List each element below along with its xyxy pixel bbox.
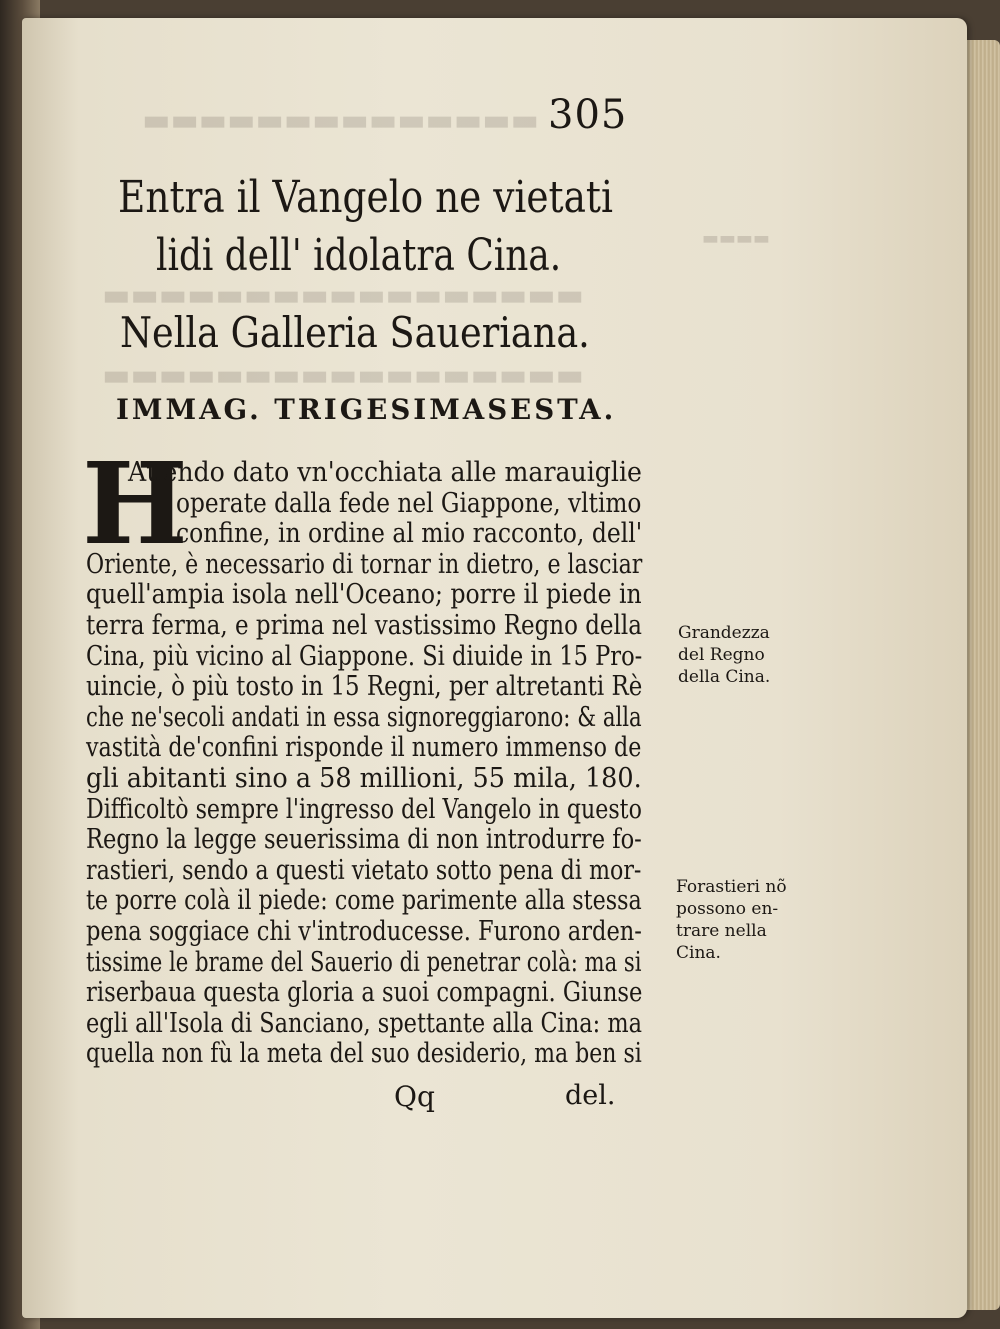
margin-note-line: della Cina. bbox=[678, 667, 771, 687]
body-line: operate dalla fede nel Giappone, vltimo bbox=[176, 487, 642, 519]
body-line: Cina, più vicino al Giappone. Si diuide in 15 Pro- bbox=[86, 640, 643, 672]
body-line: Regno la legge seuerissima di non introdurre fo- bbox=[86, 824, 642, 856]
body-line: tissime le brame del Sauerio di penetrar colà: ma si bbox=[86, 946, 642, 978]
chapter-title-line-2: lidi dell' idolatra Cina. bbox=[156, 230, 562, 281]
body-line: che ne'secoli andati in essa signoreggiarono: & alla bbox=[86, 701, 642, 733]
margin-note-line: trare nella bbox=[676, 921, 767, 941]
body-line: quell'ampia isola nell'Oceano; porre il piede in bbox=[86, 579, 642, 611]
show-through-block: ▬▬▬▬ bbox=[702, 228, 771, 249]
drop-cap: H bbox=[82, 439, 188, 570]
body-line: Oriente, è necessario di tornar in dietro, e lasciar bbox=[86, 548, 643, 580]
show-through-block: ▬▬▬▬▬▬▬▬▬▬▬▬▬▬▬▬▬ bbox=[102, 358, 584, 393]
show-through-block: ▬▬▬▬▬▬▬▬▬▬▬▬▬▬▬▬▬ bbox=[102, 278, 584, 313]
margin-note-line: possono en- bbox=[676, 899, 779, 919]
body-line: confine, in ordine al mio racconto, dell' bbox=[176, 518, 643, 550]
chapter-title-line-1: Entra il Vangelo ne vietati bbox=[118, 172, 613, 223]
margin-note-line: del Regno bbox=[678, 645, 765, 665]
body-line: gli abitanti sino a 58 millioni, 55 mila, 180. bbox=[86, 763, 642, 794]
body-line: riserbaua questa gloria a suoi compagni. Giunse bbox=[86, 977, 643, 1009]
body-line: te porre colà il piede: come parimente alla stessa bbox=[86, 885, 642, 917]
body-line: quella non fù la meta del suo desiderio, ma ben si bbox=[86, 1038, 642, 1070]
page-number: 305 bbox=[548, 92, 628, 138]
body-line: terra ferma, e prima nel vastissimo Regno della bbox=[86, 610, 642, 641]
catchword: del. bbox=[565, 1080, 616, 1111]
show-through-block: ▬▬▬▬▬▬▬▬▬▬▬▬▬▬ bbox=[142, 103, 539, 138]
signature-mark: Qq bbox=[394, 1080, 435, 1113]
body-line: egli all'Isola di Sanciano, spettante alla Cina: ma bbox=[86, 1007, 643, 1039]
margin-note-line: Grandezza bbox=[678, 623, 770, 643]
body-line: vastità de'confini risponde il numero immenso de bbox=[86, 732, 642, 764]
section-subtitle: Nella Galleria Saueriana. bbox=[120, 308, 590, 357]
body-line: rastieri, sendo a questi vietato sotto pena di mor- bbox=[86, 854, 642, 886]
margin-note-line: Cina. bbox=[676, 943, 721, 963]
image-label: IMMAG. TRIGESIMASESTA. bbox=[116, 393, 617, 426]
body-line: Difficoltò sempre l'ingresso del Vangelo in questo bbox=[86, 793, 642, 825]
body-line: Auendo dato vn'occhiata alle marauiglie bbox=[128, 457, 642, 488]
body-line: pena soggiace chi v'introducesse. Furono arden- bbox=[86, 916, 642, 947]
margin-note-line: Forastieri nõ bbox=[676, 877, 787, 897]
body-line: uincie, ò più tosto in 15 Regni, per altretanti Rè bbox=[86, 671, 643, 703]
